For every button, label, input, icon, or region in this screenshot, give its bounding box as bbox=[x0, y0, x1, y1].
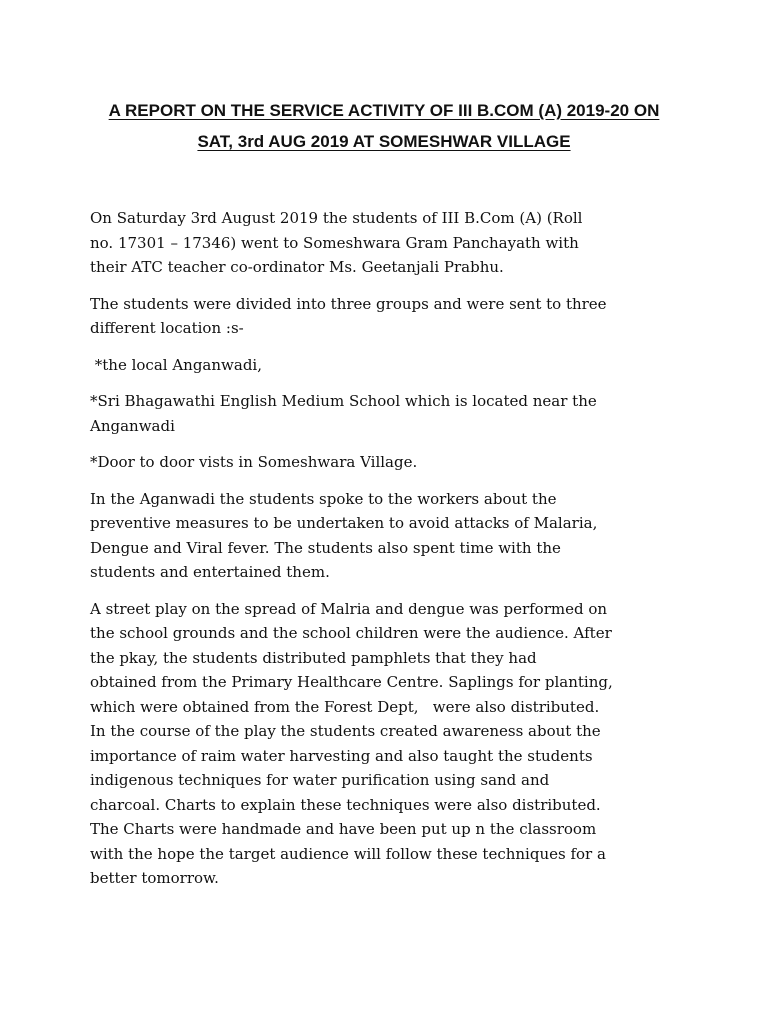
paragraph-intro bbox=[90, 206, 700, 280]
report-body bbox=[90, 206, 700, 903]
report-title bbox=[80, 95, 688, 157]
text-line: with the hope the target audience will follow these techniques for a bbox=[90, 844, 606, 863]
text-line: A street play on the spread of Malria and dengue was performed on bbox=[90, 599, 608, 618]
text-line: *the local Anganwadi, bbox=[90, 355, 262, 374]
text-line: which were obtained from the Forest Dept, were also distributed. bbox=[90, 697, 600, 716]
paragraph-groups bbox=[90, 292, 700, 341]
text-line: the pkay, the students distributed pamphlets that they had bbox=[90, 648, 537, 667]
text-line: indigenous techniques for water purification using sand and bbox=[90, 771, 550, 789]
text-line: better tomorrow. bbox=[90, 869, 219, 887]
text-line: preventive measures to be undertaken to avoid attacks of Malaria, bbox=[90, 514, 598, 532]
text-line: *Door to door vists in Someshwara Village. bbox=[90, 453, 418, 471]
text-line: The students were divided into three groups and were sent to three bbox=[90, 294, 607, 313]
text-line: In the course of the play the students created awareness about the bbox=[90, 722, 601, 740]
title-line-1: A REPORT ON THE SERVICE ACTIVITY OF III B.COM (A) 2019-20 ON bbox=[108, 101, 660, 120]
paragraph-location-2 bbox=[90, 389, 700, 438]
paragraph-street-play bbox=[90, 597, 700, 891]
text-line: obtained from the Primary Healthcare Centre. Saplings for planting, bbox=[90, 673, 613, 691]
text-line: Anganwadi bbox=[90, 416, 175, 435]
text-line: *Sri Bhagawathi English Medium School which is located near the bbox=[90, 392, 597, 410]
text-line: In the Aganwadi the students spoke to the workers about the bbox=[90, 489, 557, 508]
text-line: no. 17301 – 17346) went to Someshwara Gram Panchayath with bbox=[90, 233, 579, 252]
paragraph-location-1 bbox=[90, 353, 700, 378]
text-line: students and entertained them. bbox=[90, 563, 330, 581]
text-line: importance of raim water harvesting and also taught the students bbox=[90, 746, 593, 765]
text-line: Dengue and Viral fever. The students also spent time with the bbox=[90, 538, 561, 557]
paragraph-anganwadi bbox=[90, 487, 700, 585]
text-line: their ATC teacher co-ordinator Ms. Geetanjali Prabhu. bbox=[90, 258, 504, 276]
title-line-2: SAT, 3rd AUG 2019 AT SOMESHWAR VILLAGE bbox=[197, 132, 571, 151]
text-line: On Saturday 3rd August 2019 the students of III B.Com (A) (Roll bbox=[90, 209, 583, 227]
text-line: The Charts were handmade and have been put up n the classroom bbox=[90, 820, 597, 838]
text-line: different location :s- bbox=[90, 319, 244, 337]
paragraph-location-3 bbox=[90, 450, 700, 475]
text-line: charcoal. Charts to explain these techniques were also distributed. bbox=[90, 795, 601, 814]
text-line: the school grounds and the school children were the audience. After bbox=[90, 624, 612, 642]
